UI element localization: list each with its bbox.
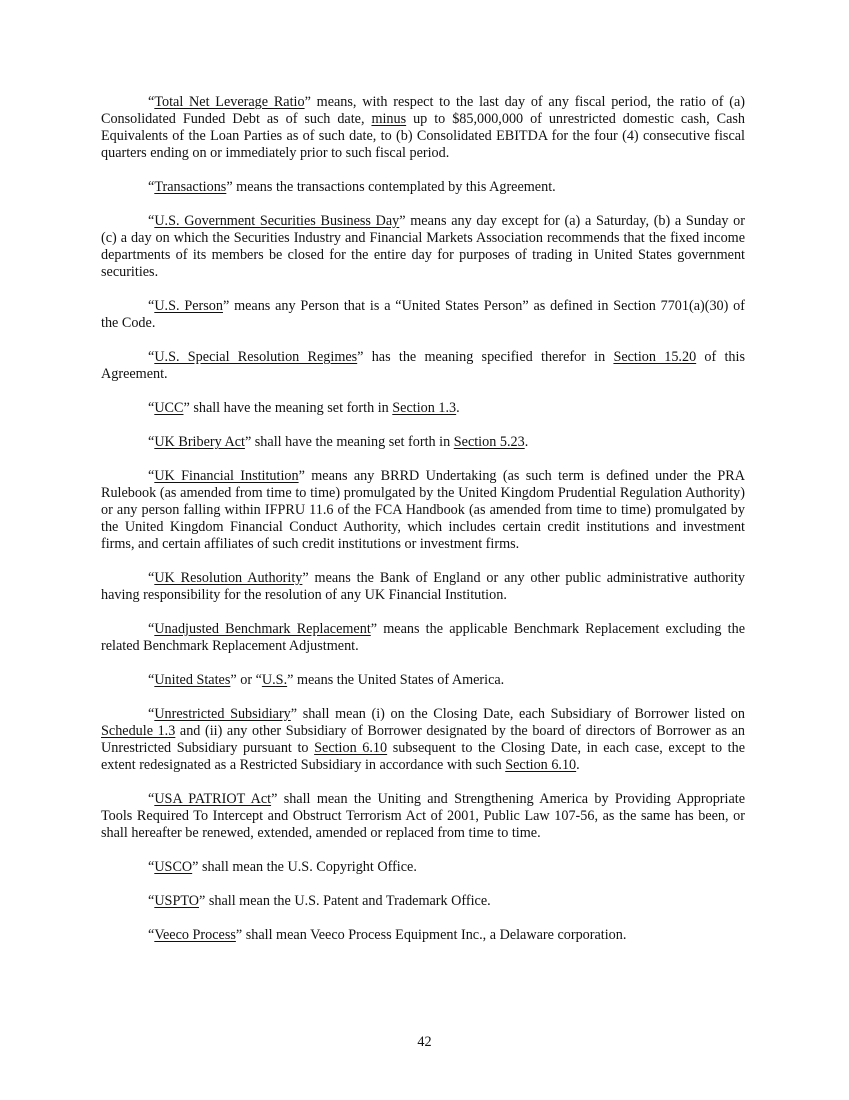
cross-reference: U.S. [261, 672, 288, 688]
definition-text: . [524, 434, 529, 450]
defined-term: UCC [154, 400, 184, 416]
document-body [101, 94, 745, 961]
definition-text: up to $85,000,000 of unrestricted domestic cash, Cash Equivalents of the Loan Parties as of such date, to (b) Consolidated EBITDA for the four (4) consecutive fiscal quarters ending on or immediately prior to such fiscal period. [101, 111, 745, 161]
definition-paragraph [101, 893, 745, 910]
defined-term: USA PATRIOT Act [154, 791, 272, 807]
definition-text: “ [148, 434, 155, 450]
cross-reference: Section 6.10 [505, 757, 577, 773]
defined-term: U.S. Government Securities Business Day [154, 213, 400, 229]
definition-text: “ [148, 349, 155, 365]
definition-text: “ [148, 94, 155, 110]
definition-paragraph [101, 927, 745, 944]
definition-text: ” shall mean (i) on the Closing Date, each Subsidiary of Borrower listed on [290, 706, 745, 722]
definition-paragraph [101, 672, 745, 689]
cross-reference: Section 6.10 [314, 740, 388, 756]
definition-text: “ [148, 570, 155, 586]
cross-reference: minus [371, 111, 407, 127]
definition-text: “ [148, 791, 155, 807]
definition-paragraph [101, 570, 745, 604]
defined-term: Unadjusted Benchmark Replacement [154, 621, 371, 637]
definition-text: “ [148, 859, 155, 875]
definition-text: ” means the Bank of England or any other public administrative authority having responsibility for the resolution of any UK Financial Institution. [101, 570, 745, 603]
definition-paragraph [101, 468, 745, 553]
definition-paragraph [101, 213, 745, 281]
defined-term: U.S. Special Resolution Regimes [154, 349, 358, 365]
definition-text: ” means any BRRD Undertaking (as such term is defined under the PRA Rulebook (as amended from time to time) promulgated by the United Kingdom Prudential Regulation Authority) or any person falling within IFPRU 11.6 of the FCA Handbook (as amended from time to time) promulgated by the United Kingdom Financial Conduct Authority, which includes certain credit institutions and investment firms, and certain affiliates of such credit institutions or investment firms. [101, 468, 745, 552]
definition-paragraph [101, 179, 745, 196]
defined-term: Total Net Leverage Ratio [154, 94, 305, 110]
definition-paragraph [101, 434, 745, 451]
definition-text: ” shall have the meaning set forth in [183, 400, 393, 416]
cross-reference: Section 1.3 [392, 400, 457, 416]
definition-text: “ [148, 179, 155, 195]
defined-term: Unrestricted Subsidiary [154, 706, 291, 722]
definition-paragraph [101, 859, 745, 876]
definition-text: “ [148, 298, 155, 314]
definition-paragraph [101, 621, 745, 655]
definition-text: “ [148, 893, 155, 909]
cross-reference: Section 5.23 [453, 434, 525, 450]
definition-paragraph [101, 349, 745, 383]
page-number: 42 [417, 1034, 432, 1050]
definition-text: “ [148, 672, 155, 688]
definition-text: ” shall mean the U.S. Copyright Office. [192, 859, 417, 875]
definition-text: of this Agreement. [101, 349, 745, 382]
definition-text: ” means the transactions contemplated by this Agreement. [226, 179, 556, 195]
definition-text: “ [148, 621, 155, 637]
definition-text: ” shall have the meaning set forth in [244, 434, 454, 450]
definition-text: ” means the United States of America. [287, 672, 505, 688]
definition-text: ” has the meaning specified therefor in [357, 349, 614, 365]
definition-paragraph [101, 400, 745, 417]
definition-text: “ [148, 400, 155, 416]
definition-paragraph [101, 94, 745, 162]
defined-term: UK Financial Institution [154, 468, 299, 484]
definition-text: ” shall mean the Uniting and Strengthening America by Providing Appropriate Tools Required To Intercept and Obstruct Terrorism Act of 2001, Public Law 107-56, as the same has been, or shall hereafter be renewed, extended, amended or replaced from time to time. [101, 791, 745, 841]
defined-term: U.S. Person [154, 298, 223, 314]
definition-text: ” shall mean Veeco Process Equipment Inc., a Delaware corporation. [235, 927, 627, 943]
definition-text: “ [148, 468, 155, 484]
definition-paragraph [101, 298, 745, 332]
defined-term: Veeco Process [154, 927, 236, 943]
defined-term: UK Resolution Authority [154, 570, 303, 586]
defined-term: USPTO [154, 893, 199, 909]
defined-term: Transactions [154, 179, 227, 195]
definition-text: and (ii) any other Subsidiary of Borrower designated by the board of directors of Borrower as an Unrestricted Subsidiary pursuant to [101, 723, 745, 756]
cross-reference: Schedule 1.3 [101, 723, 176, 739]
definition-text: ” or “ [230, 672, 262, 688]
definition-text: . [576, 757, 580, 773]
definition-text: ” means any day except for (a) a Saturday, (b) a Sunday or (c) a day on which the Securities Industry and Financial Markets Association recommends that the fixed income departments of its members be closed for the entire day for purposes of trading in United States government securities. [101, 213, 745, 280]
definition-text: ” means, with respect to the last day of any fiscal period, the ratio of (a) Consolidated Funded Debt as of such date, [101, 94, 745, 127]
defined-term: UK Bribery Act [154, 434, 245, 450]
definition-text: ” means any Person that is a “United States Person” as defined in Section 7701(a)(30) of the Code. [101, 298, 745, 331]
definition-paragraph [101, 791, 745, 842]
definition-text: “ [148, 706, 155, 722]
cross-reference: Section 15.20 [613, 349, 697, 365]
definition-text: subsequent to the Closing Date, in each case, except to the extent redesignated as a Restricted Subsidiary in accordance with such [101, 740, 746, 773]
definition-paragraph [101, 706, 745, 774]
defined-term: USCO [154, 859, 193, 875]
definition-text: “ [148, 213, 155, 229]
definition-text: . [456, 400, 460, 416]
defined-term: United States [154, 672, 231, 688]
definition-text: ” shall mean the U.S. Patent and Trademark Office. [199, 893, 491, 909]
definition-text: “ [148, 927, 155, 943]
definition-text: ” means the applicable Benchmark Replacement excluding the related Benchmark Replacement Adjustment. [101, 621, 745, 654]
